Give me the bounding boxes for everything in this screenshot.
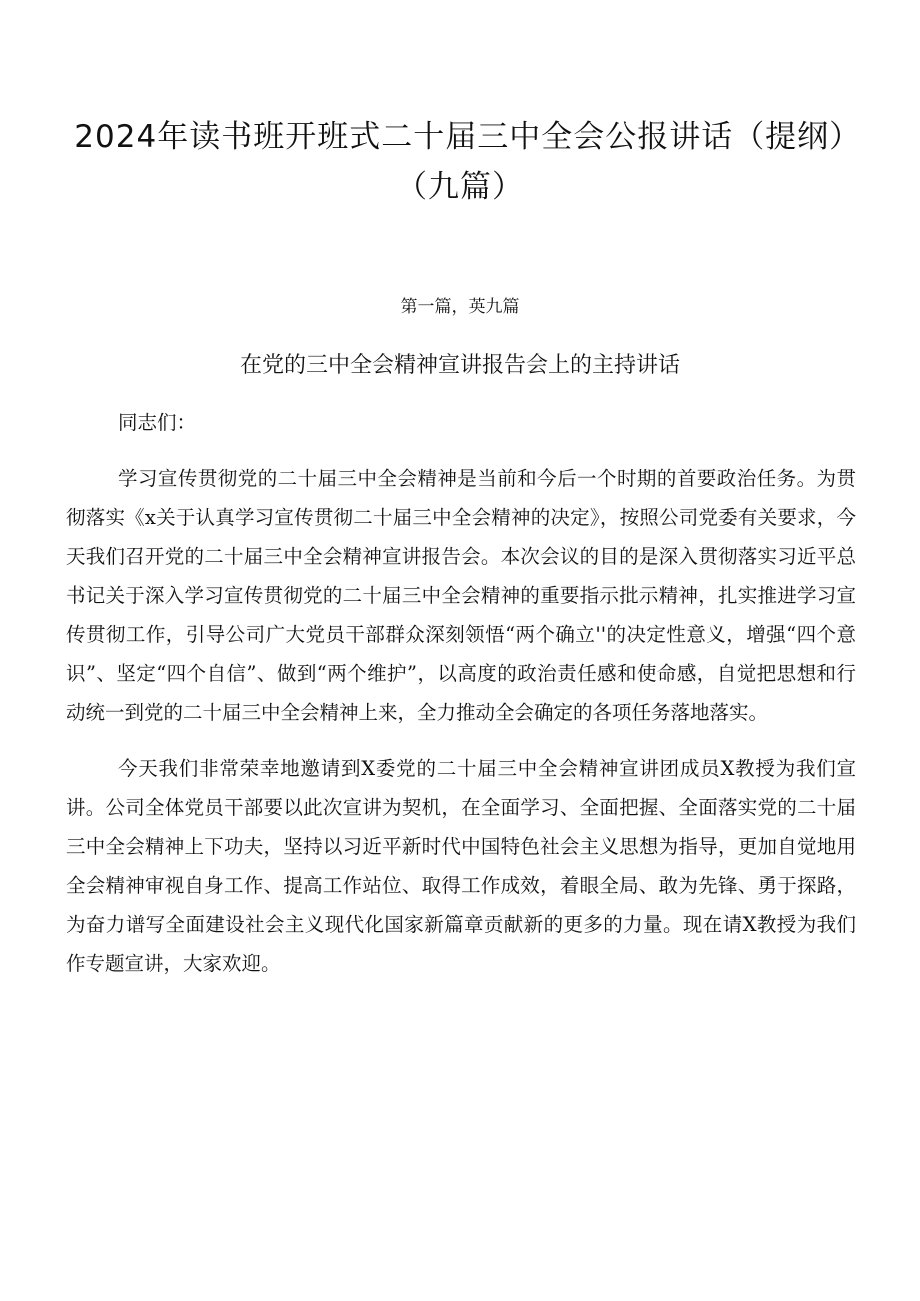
document-title: 2024年读书班开班式二十届三中全会公报讲话（提纲）（九篇） [74,119,846,205]
salutation: 同志们： [118,411,197,434]
paragraph: 今天我们非常荣幸地邀请到X委党的二十届三中全会精神宣讲团成员X教授为我们宣讲。公司全体党员干部要以此次宣讲为契机，在全面学习、全面把握、全面落实党的二十届三中全会精神上下功夫，坚持以习近平新时代中国特色社会主义思想为指导，更加自觉地用全会精神审视自身工作、提高工作站位、取得工作成效，着眼全局、敢为先锋、勇于探路，为奋力谱写全面建设社会主义现代化国家新篇章贡献新的更多的力量。现在请X教授为我们作专题宣讲，大家欢迎。 [66,757,856,975]
section-label: 第一篇，英九篇 [400,297,520,317]
paragraph: 学习宣传贯彻党的二十届三中全会精神是当前和今后一个时期的首要政治任务。为贯彻落实《x关于认真学习宣传贯彻二十届三中全会精神的决定》，按照公司党委有关要求，今天我们召开党的二十届三中全会精神宣讲报告会。本次会议的目的是深入贯彻落实习近平总书记关于深入学习宣传贯彻党的二十届三中全会精神的重要指示批示精神，扎实推进学习宣传贯彻工作，引导公司广大党员干部群众深刻领悟“两个确立''的决定性意义，增强“四个意识”、坚定“四个自信”、做到“两个维护”，以高度的政治责任感和使命感，自觉把思想和行动统一到党的二十届三中全会精神上来，全力推动全会确定的各项任务落地落实。 [66,467,856,724]
speech-body [66,403,856,1000]
speech-title: 在党的三中全会精神宣讲报告会上的主持讲话 [239,353,680,378]
